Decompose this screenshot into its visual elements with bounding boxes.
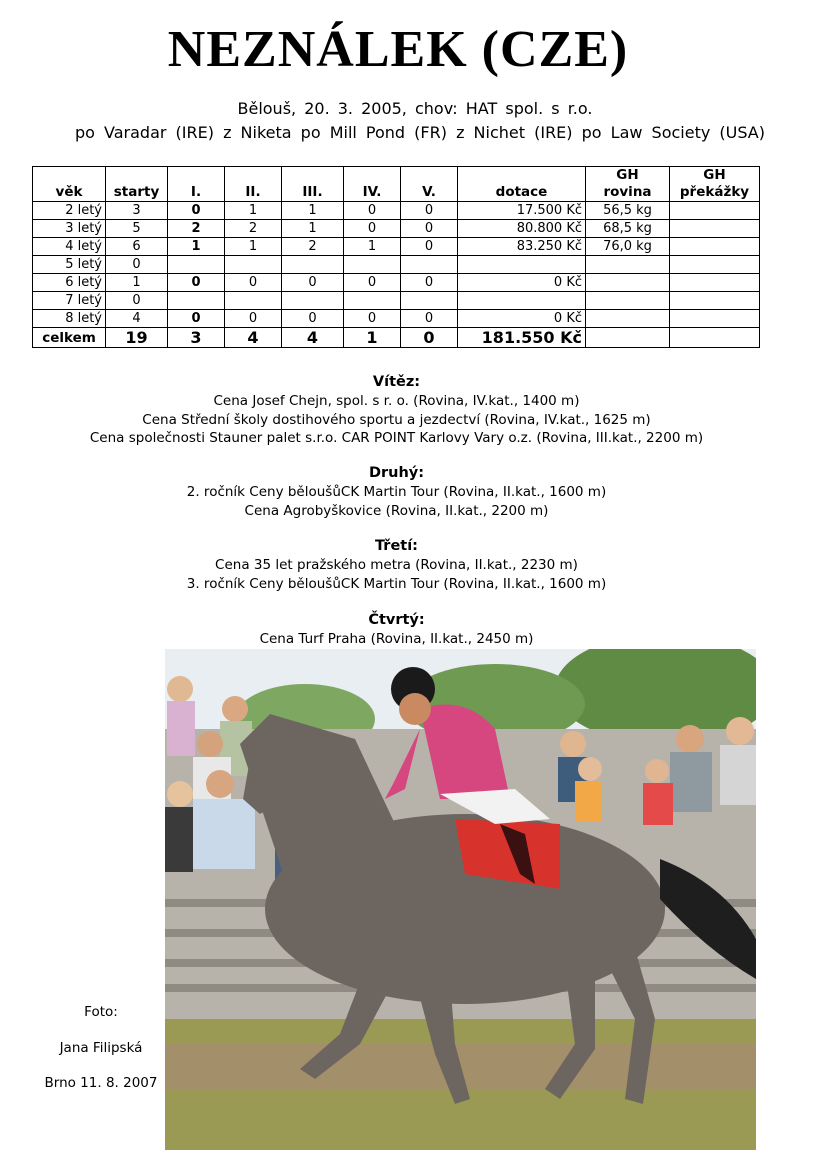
cell-second: 0 [225, 310, 282, 328]
cell-gh-hurdles [670, 292, 760, 310]
cell-fourth [344, 256, 401, 274]
winner-heading: Vítěz: [372, 374, 421, 390]
col-header-starts: starty [106, 167, 168, 202]
cell-fourth: 1 [344, 238, 401, 256]
cell-age: 2 letý [33, 202, 106, 220]
cell-age: 4 letý [33, 238, 106, 256]
cell-fifth [401, 256, 458, 274]
cell-starts: 0 [106, 292, 168, 310]
cell-prize-money: 0 Kč [458, 274, 586, 292]
cell-fifth: 0 [401, 238, 458, 256]
table-total-row [33, 328, 760, 348]
cell-age: 5 letý [33, 256, 106, 274]
winner-section [0, 373, 793, 448]
cell-gh-flat [586, 274, 670, 292]
cell-age: 6 letý [33, 274, 106, 292]
cell-fifth: 0 [401, 202, 458, 220]
cell-starts: 3 [106, 202, 168, 220]
list-item: Cena Turf Praha (Rovina, II.kat., 2450 m) [259, 631, 534, 647]
cell-prize-money [458, 256, 586, 274]
cell-prize-money: 83.250 Kč [458, 238, 586, 256]
cell-prize-money [458, 292, 586, 310]
photo-credit-place-date: Brno 11. 8. 2007 [44, 1075, 158, 1091]
gh-hurdles-top: GH [703, 167, 726, 183]
fourth-heading: Čtvrtý: [368, 612, 425, 628]
cell-second [225, 292, 282, 310]
cell-gh-hurdles [670, 238, 760, 256]
cell-gh-hurdles [670, 256, 760, 274]
table-row [33, 310, 760, 328]
total-starts: 19 [106, 328, 168, 348]
cell-third: 0 [282, 274, 344, 292]
cell-fourth [344, 292, 401, 310]
cell-third: 2 [282, 238, 344, 256]
cell-gh-hurdles [670, 274, 760, 292]
cell-third [282, 256, 344, 274]
cell-age: 7 letý [33, 292, 106, 310]
cell-first: 0 [168, 274, 225, 292]
cell-third [282, 292, 344, 310]
col-header-gh-flat [586, 167, 670, 202]
cell-first: 0 [168, 310, 225, 328]
cell-gh-flat: 56,5 kg [586, 202, 670, 220]
col-header-first: I. [168, 167, 225, 202]
total-third: 4 [282, 328, 344, 348]
list-item: Cena Střední školy dostihového sportu a jezdectví (Rovina, IV.kat., 1625 m) [142, 411, 651, 428]
cell-fourth: 0 [344, 220, 401, 238]
col-header-fifth: V. [401, 167, 458, 202]
table-row [33, 274, 760, 292]
table-row [33, 256, 760, 274]
cell-gh-hurdles [670, 220, 760, 238]
race-statistics-table [32, 166, 760, 348]
race-photo [165, 649, 756, 1150]
total-gh-flat [586, 328, 670, 348]
second-heading: Druhý: [368, 465, 425, 481]
gh-flat-top: GH [616, 167, 639, 183]
table-row [33, 292, 760, 310]
cell-gh-hurdles [670, 202, 760, 220]
total-first: 3 [168, 328, 225, 348]
third-heading: Třetí: [375, 538, 418, 554]
total-prize-money: 181.550 Kč [458, 328, 586, 348]
list-item: Cena Agrobyškovice (Rovina, II.kat., 2200 m) [244, 502, 549, 519]
cell-prize-money: 0 Kč [458, 310, 586, 328]
table-row [33, 238, 760, 256]
table-row [33, 202, 760, 220]
cell-second: 0 [225, 274, 282, 292]
cell-first [168, 292, 225, 310]
cell-third: 0 [282, 310, 344, 328]
horse-racing-illustration [165, 649, 756, 1150]
list-item: Cena Josef Chejn, spol. s r. o. (Rovina, IV.kat., 1400 m) [213, 393, 580, 409]
cell-prize-money: 80.800 Kč [458, 220, 586, 238]
col-header-gh-hurdles [670, 167, 760, 202]
gh-flat-bottom: rovina [603, 184, 652, 200]
total-age: celkem [33, 328, 106, 348]
cell-first: 1 [168, 238, 225, 256]
col-header-age: věk [33, 167, 106, 202]
list-item: 3. ročník Ceny běloušůCK Martin Tour (Rovina, II.kat., 1600 m) [186, 575, 607, 592]
cell-fourth: 0 [344, 202, 401, 220]
total-second: 4 [225, 328, 282, 348]
cell-starts: 1 [106, 274, 168, 292]
horse-info-line: Bělouš, 20. 3. 2005, chov: HAT spol. s r.o. [237, 99, 593, 118]
cell-prize-money: 17.500 Kč [458, 202, 586, 220]
total-fourth: 1 [344, 328, 401, 348]
second-place-section [0, 464, 793, 520]
cell-fifth: 0 [401, 310, 458, 328]
photo-credit-author: Jana Filipská [59, 1040, 143, 1056]
gh-hurdles-bottom: překážky [679, 184, 750, 200]
list-item: 2. ročník Ceny běloušůCK Martin Tour (Rovina, II.kat., 1600 m) [186, 484, 607, 500]
cell-second: 1 [225, 238, 282, 256]
cell-gh-hurdles [670, 310, 760, 328]
third-place-section [0, 537, 793, 593]
cell-fifth: 0 [401, 274, 458, 292]
cell-starts: 0 [106, 256, 168, 274]
cell-second: 1 [225, 202, 282, 220]
cell-gh-flat: 76,0 kg [586, 238, 670, 256]
fourth-place-section [0, 611, 793, 649]
table-body [33, 202, 760, 348]
col-header-fourth: IV. [344, 167, 401, 202]
col-header-prize-money: dotace [458, 167, 586, 202]
cell-second: 2 [225, 220, 282, 238]
cell-starts: 6 [106, 238, 168, 256]
list-item: Cena společnosti Stauner palet s.r.o. CAR POINT Karlovy Vary o.z. (Rovina, III.kat., 2200 m) [89, 430, 704, 446]
cell-age: 3 letý [33, 220, 106, 238]
cell-second [225, 256, 282, 274]
cell-gh-flat: 68,5 kg [586, 220, 670, 238]
cell-gh-flat [586, 310, 670, 328]
cell-first: 2 [168, 220, 225, 238]
photo-credit-label: Foto: [84, 1004, 118, 1020]
list-item: Cena 35 let pražského metra (Rovina, II.kat., 2230 m) [215, 557, 578, 573]
cell-third: 1 [282, 220, 344, 238]
total-gh-hurdles [670, 328, 760, 348]
cell-starts: 5 [106, 220, 168, 238]
cell-first: 0 [168, 202, 225, 220]
cell-first [168, 256, 225, 274]
cell-fourth: 0 [344, 310, 401, 328]
cell-starts: 4 [106, 310, 168, 328]
col-header-second: II. [225, 167, 282, 202]
cell-age: 8 letý [33, 310, 106, 328]
total-fifth: 0 [401, 328, 458, 348]
horse-name-title: NEZNÁLEK (CZE) [167, 21, 629, 78]
col-header-third: III. [282, 167, 344, 202]
table-row [33, 220, 760, 238]
pedigree-line: po Varadar (IRE) z Niketa po Mill Pond (FR) z Nichet (IRE) po Law Society (USA) [75, 123, 765, 142]
cell-fourth: 0 [344, 274, 401, 292]
cell-fifth [401, 292, 458, 310]
cell-fifth: 0 [401, 220, 458, 238]
cell-gh-flat [586, 256, 670, 274]
table-header-row [33, 167, 760, 202]
cell-gh-flat [586, 292, 670, 310]
cell-third: 1 [282, 202, 344, 220]
